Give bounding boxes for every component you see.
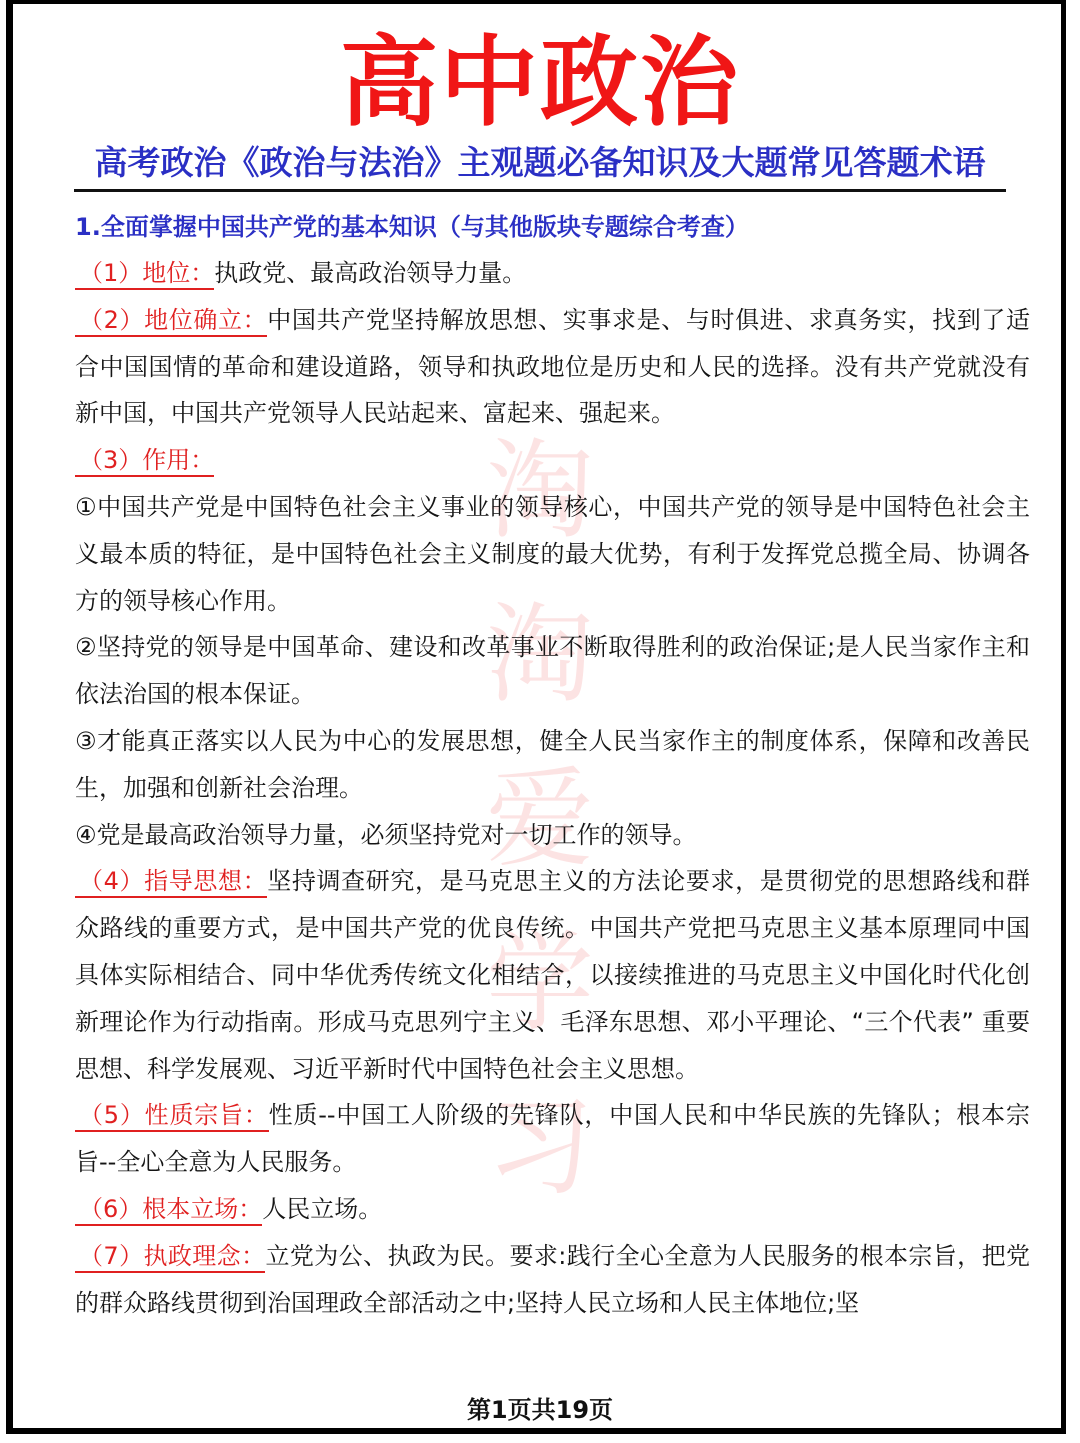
item-label: （2）地位确立： — [75, 306, 267, 337]
item-label: （3）作用： — [75, 446, 214, 477]
item-label: （4）指导思想： — [75, 867, 267, 898]
item-status — [75, 250, 1030, 297]
page-title: 高中政治 — [339, 26, 740, 140]
item-label: （6）根本立场： — [75, 1195, 262, 1226]
subtitle-divider — [74, 189, 1006, 192]
role-point: ③才能真正落实以人民为中心的发展思想，健全人民当家作主的制度体系，保障和改善民生，加强和创新社会治理。 — [75, 726, 1030, 802]
item-text: 执政党、最高政治领导力量。 — [214, 259, 527, 287]
section-heading: 1.全面掌握中国共产党的基本知识（与其他版块专题综合考查） — [75, 213, 749, 241]
item-text: 立党为公、执政为民。要求:践行全心全意为人民服务的根本宗旨，把党的群众路线贯彻到治国理政全部活动之中;坚持人民立场和人民主体地位;坚 — [75, 1241, 1030, 1317]
role-point: ②坚持党的领导是中国革命、建设和改革事业不断取得胜利的政治保证;是人民当家作主和依法治国的根本保证。 — [75, 633, 1030, 709]
page-indicator: 第1页共19页 — [466, 1396, 614, 1424]
document-body — [75, 204, 1030, 1326]
item-fundamental-stance — [75, 1186, 1030, 1233]
item-label: （7）执政理念： — [75, 1242, 265, 1273]
role-point: ①中国共产党是中国特色社会主义事业的领导核心，中国共产党的领导是中国特色社会主义最本质的特征，是中国特色社会主义制度的最大优势，有利于发挥党总揽全局、协调各方的领导核心作用。 — [75, 492, 1030, 615]
item-nature-purpose — [75, 1092, 1030, 1186]
item-governing-philosophy — [75, 1233, 1030, 1327]
item-text: 中国共产党坚持解放思想、实事求是、与时俱进、求真务实，找到了适合中国国情的革命和建设道路，领导和执政地位是历史和人民的选择。没有共产党就没有新中国，中国共产党领导人民站起来、富起来、强起来。 — [75, 305, 1030, 428]
item-role — [75, 437, 1030, 484]
item-text: 人民立场。 — [262, 1194, 383, 1223]
item-label: （1）地位： — [75, 259, 214, 290]
item-guiding-thought — [75, 858, 1030, 1092]
item-text: 坚持调查研究，是马克思主义的方法论要求，是贯彻党的思想路线和群众路线的重要方式，是中国共产党的优良传统。中国共产党把马克思主义基本原理同中国具体实际相结合、同中华优秀传统文化相结合，以接续推进的马克思主义中国化时代化创新理论作为行动指南。形成马克思列宁主义、毛泽东思想、邓小平理论、“三个代表” 重要思想、科学发展观、习近平新时代中国特色社会主义思想。 — [75, 867, 1030, 1083]
role-point: ④党是最高政治领导力量，必须坚持党对一切工作的领导。 — [75, 820, 697, 849]
item-status-established — [75, 297, 1030, 437]
page-subtitle: 高考政治《政治与法治》主观题必备知识及大题常见答题术语 — [94, 143, 986, 182]
item-label: （5）性质宗旨： — [75, 1101, 269, 1132]
item-text: 性质--中国工人阶级的先锋队，中国人民和中华民族的先锋队；根本宗旨--全心全意为人民服务。 — [75, 1101, 1030, 1177]
